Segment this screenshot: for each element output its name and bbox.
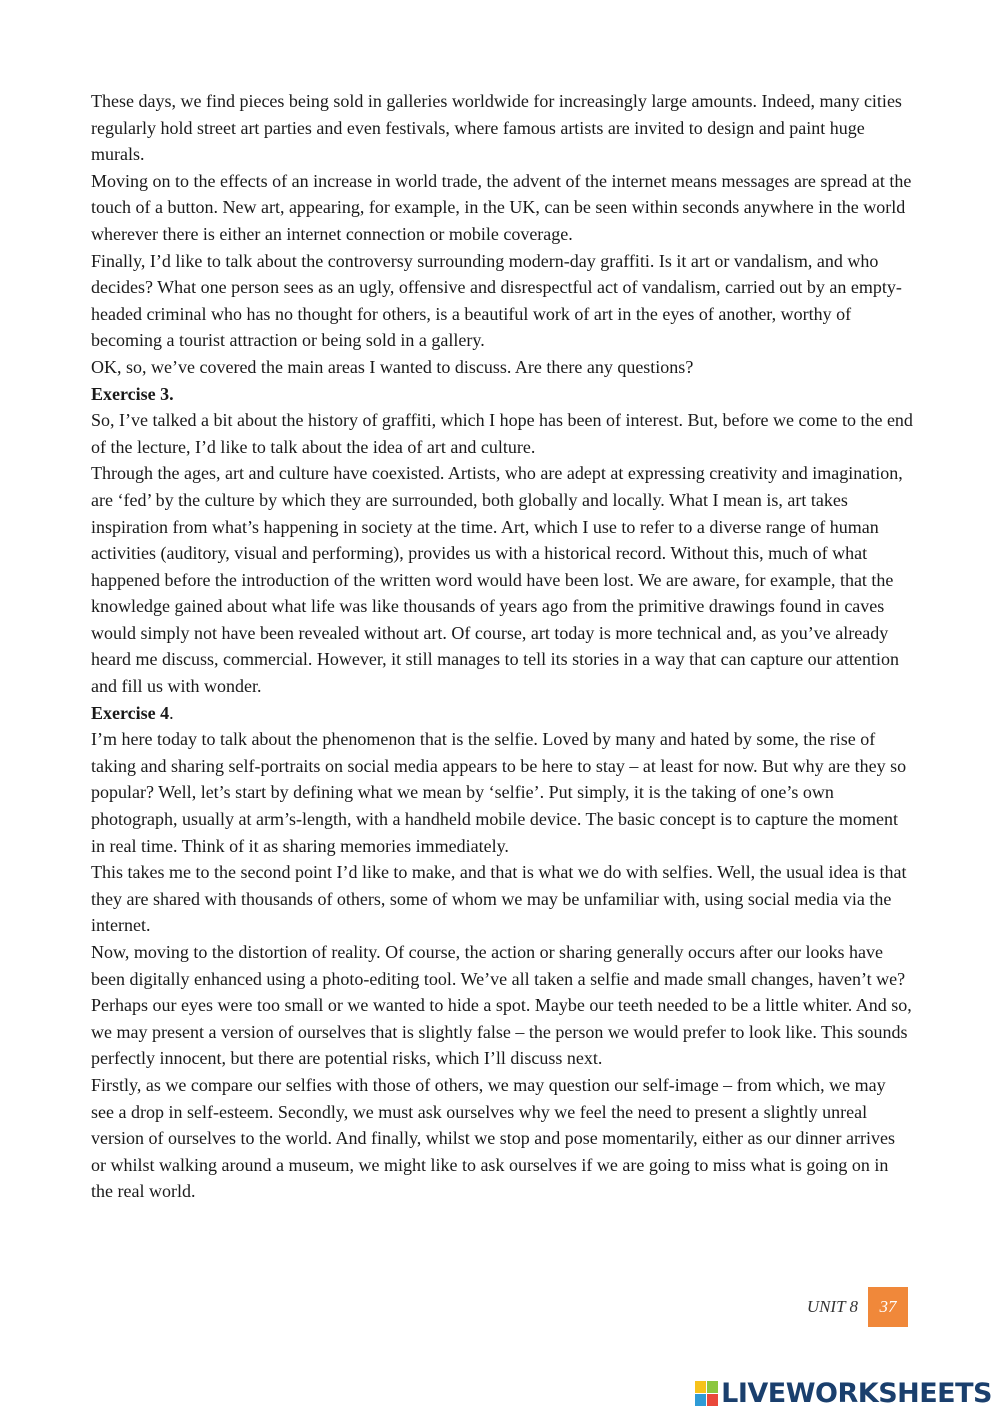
logo-tile <box>695 1394 706 1406</box>
exercise-heading <box>91 700 913 727</box>
paragraph: Through the ages, art and culture have coexisted. Artists, who are adept at expressing creativity and imagination, are ‘fed’ by the culture by which they are surrounded, both globally and locally. What I mean is, art takes inspiration from what’s happening in society at the time. Art, which I use to refer to a diverse range of human activities (auditory, visual and performing), provides us with a historical record. Without this, much of what happened before the introduction of the written word would have been lost. We are aware, for example, that the knowledge gained about what life was like thousands of years ago from the primitive drawings found in caves would simply not have been revealed without art. Of course, art today is more technical and, as you’ve already heard me discuss, commercial. However, it still manages to tell its stories in a way that can capture our attention and fill us with wonder. <box>91 463 903 697</box>
exercise-heading-suffix: . <box>169 702 174 723</box>
exercise-heading-label: Exercise 4 <box>91 702 170 723</box>
liveworksheets-logo-icon <box>695 1381 718 1406</box>
paragraph: Moving on to the effects of an increase in world trade, the advent of the internet means messages are spread at the touch of a button. New art, appearing, for example, in the UK, can be seen within seconds anywhere in the world wherever there is either an internet connection or mobile coverage. <box>91 170 912 244</box>
paragraph: Now, moving to the distortion of reality. Of course, the action or sharing generally occurs after our looks have been digitally enhanced using a photo-editing tool. We’ve all taken a selfie and made small changes, haven’t we? Perhaps our eyes were too small or we wanted to hide a spot. Maybe our teeth needed to be a little whiter. And so, we may present a version of ourselves that is slightly false – the person we would prefer to look like. This sounds perfectly innocent, but there are potential risks, which I’ll discuss next. <box>91 942 912 1069</box>
paragraph: Firstly, as we compare our selfies with those of others, we may question our self-image – from which, we may see a drop in self-esteem. Secondly, we must ask ourselves why we feel the need to present a slightly unreal version of ourselves to the world. And finally, whilst we stop and pose momentarily, either as our dinner arrives or whilst walking around a museum, we might like to ask ourselves if we are going to miss what is going on in the real world. <box>91 1074 895 1202</box>
logo-tile <box>707 1381 718 1393</box>
unit-label: UNIT 8 <box>806 1297 858 1316</box>
watermark-text: LIVEWORKSHEETS <box>721 1377 992 1409</box>
liveworksheets-watermark <box>695 1376 992 1410</box>
paragraph: So, I’ve talked a bit about the history of graffiti, which I hope has been of interest. But, before we come to the end of the lecture, I’d like to talk about the idea of art and culture. <box>91 410 913 457</box>
document-body <box>91 88 913 1205</box>
paragraph: This takes me to the second point I’d like to make, and that is what we do with selfies. Well, the usual idea is that they are shared with thousands of others, some of whom we may be unfamiliar with, using social media via the internet. <box>91 862 907 936</box>
logo-tile <box>695 1381 706 1393</box>
paragraph: I’m here today to talk about the phenomenon that is the selfie. Loved by many and hated by some, the rise of taking and sharing self-portraits on social media appears to be here to stay – at least for now. But why are they so popular? Well, let’s start by defining what we mean by ‘selfie’. Put simply, it is the taking of one’s own photograph, usually at arm’s-length, with a handheld mobile device. The basic concept is to capture the moment in real time. Think of it as sharing memories immediately. <box>91 729 907 856</box>
exercise-heading <box>91 381 913 408</box>
page-footer <box>807 1287 908 1327</box>
paragraph: OK, so, we’ve covered the main areas I wanted to discuss. Are there any questions? <box>91 356 694 377</box>
logo-tile <box>707 1394 718 1406</box>
exercise-heading-label: Exercise 3. <box>91 383 174 404</box>
page-number: 37 <box>868 1287 908 1327</box>
paragraph: Finally, I’d like to talk about the controversy surrounding modern-day graffiti. Is it art or vandalism, and who decides? What one person sees as an ugly, offensive and disrespectful act of vandalism, carried out by an empty-headed criminal who has no thought for others, is a beautiful work of art in the eyes of another, worthy of becoming a tourist attraction or being sold in a gallery. <box>91 250 902 351</box>
paragraph: These days, we find pieces being sold in galleries worldwide for increasingly large amounts. Indeed, many cities regularly hold street art parties and even festivals, where famous artists are invited to design and paint huge murals. <box>91 91 902 165</box>
